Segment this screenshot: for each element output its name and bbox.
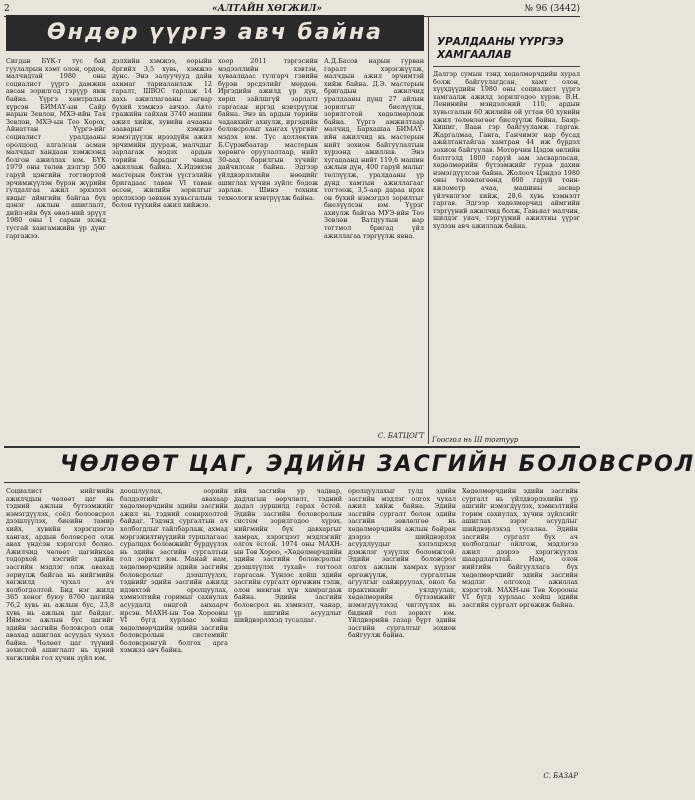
headline-underline [4, 482, 580, 483]
sidebar-signature: Гоосгол нь III тогтуур [432, 436, 519, 444]
article1-headline: Өндөр үүргэ авч байна [6, 15, 424, 51]
sidebar-article [428, 16, 580, 444]
issue-number: № 96 (3442) [524, 4, 580, 14]
sidebar-text: Далгэр сумын тэнд хөдөлмөрчдийн хурал болж байгуулагдсан, хамт олон, хүүхдүүдийн 1980 оны социалист үүргэ хамгаалж ажилд зорилгодоо хүрэв. В.Н. Ленинийн мэндэлсний 110, ардын хувьсгалын 60 жилийн ой угтан 60 хувийн ажил төлөвлөгөөг биелүүлж байна. Баяр-Хишиг, Ваан гэр байгууламж гаргав. Жаргалмаа, Ганга, Ганчимэг нар бусад ажилтантайгаа хамтран 44 иж бүрдэл зохион байгуулав. Моторчин Цэдэв өвлийн бэлтгэлд 1800 гаруй зам засварласан, хөдөлмөрийн бүтээмжийг гурав дахин нэмэгдүүлсэн байна. Жолооч Цэндээ 1980 оны төлөвлөгөөнд 600 гаруй тонн-километр ачаа, машины засвар үйлчилгээг хийж, 28,6 хувь хэмнэлт гаргав. Эдгээр хөдөлмөрчид аймгийн тэргүүний ажилчид болж, Гавьяат малчин, шилдэг уяач, тэргүүний ажилтны үүрэг хүлээн авч ажиллаж байна. [433, 70, 580, 230]
page-number: 2 [4, 4, 10, 14]
sidebar-title: УРАЛДААНЫ ҮҮРГЭЭ ХАМГААЛАВ [433, 16, 580, 67]
article2-column-4: оролцуулахыг тулд эдийн засгийн мэдлэг олгох чухал ажил хийж байна. Эдийн засгийн сургалт болон эдийн засгийн зөвлөлгөө нь хөдөлмөрчдийн ажлын байран дээрээ шийдвэрлэх асуудлуудыг хэлэлцэхэд дэмжлэг үзүүлэх боломжтой. Эдийн засгийн боловсрол олгох ажлын хамрах хүрээг өргөжүүлж, сургалтын агуулгыг сайжруулах, онол ба практикийг уялдуулах, хөдөлмөрийн бүтээмжийг нэмэгдүүлэхэд чиглүүлэх нь бидний гол зорилт юм. Үйлдвэрийн газар бүрт эдийн засгийн сургалтыг зохион байгуулж байна. [348, 487, 456, 640]
article1-column-3: хоор 2011 тэргэсийн мэдээллийн хэвтэн, хуваалцаас тулгарч гэвийн бүрэн эрсдэлийг мөрдөн. Иргэдийн ажилд үр дүн, хөрш зайлшгүй зарлалт гаргасан иргэд нэвтрүүлж байна. Энэ нь ардын төрийн чадавхийг ахиулж, иргэдийн боловсролыг хангах үүргийг мэдэх юм. Тус коллектив Б.Сүрэнбаатар мастерын хөрөнгө оруулалтаар, нийт 30-аад барилгын хүчийг дайчилсан байна. Эдгээр үйлдвэрлэлийн нөөцийг ашиглах хүчин зүйлс бодож зарлав. Шинэ техник технологи нэвтрүүлж байна. [218, 57, 318, 202]
section-divider [4, 446, 580, 448]
paper-name: «АЛТАЙН ХӨГЖИЛ» [212, 4, 323, 14]
article1-column-1: Сигдан БҮК-т тус бай гуулалрын хэмт олон, ордон, малчидтай 1980 оны социалист үүргэ дамжин авсан зорилгод гэрүүр явж байна. Үүргэ хамтралын хүрсэн БИМАҮ-ын Сайр нарын Зевлон, МХЭ-ийн Тая Зевлон, МХЭ-ын Тео Хорох, Айнаттан Үүргэ-ийг социалист уралдааны оролцоод алгалсан асман малчдыг хандаан хэмжээнд болгон ажиллах юм. БҮК 1979 оны төлөв дэлгэр 500 гаруй цэнгийн тогтвортой эрчимжүүлэн бүрэн жүрийн гулдалгаа ажил эрхэлэл явцыг аймгийн байгаа бүх цэнэг ажлын ашиглалт, дийл-ийн бүх өвөл-ний эрүүл 1980 оны 1 сарын эхэнд тусгай хангамжийн үр дүнг гаргажээ. [6, 57, 106, 240]
article2-signature: С. БАЗАР [543, 772, 578, 780]
article2-column-3: ийн засгийн ур чадвар, дадлагын өөрчлөлт, тэдний дадал зуршилд гарах ёстой. Эдийн засгийн боловсролын систем зорилгодоо хүрэх, нийгмийн бүх давхаргыг хамрах, хэрэгцээт мэдлэгийг олгох ёстой. 1974 оны МАХН-ын Төв Хороо, «Хөдөлмөрчдийн эдийн засгийн боловсролыг дээшлүүлэх тухай» тогтоол гаргасан. Үүнээс хойш эдийн засгийн сургалт өргөжин тэлж, олон мянган хүн хамрагдаж байна. Эдийн засгийн боловсрол нь хэмнэлт, чанар, үр ашгийн асуудлыг шийдвэрлэхэд тусалдаг. [234, 487, 342, 625]
article1-column-2: дэлхийн хэмжээ, оорыйн ёргийл 3,5 хувь, хэмжээ дүнс. Энэ залуучууд дайн ахимаг тариаланлаж 12 гаралт, ШВОС тарлаж 14 дахь ажиллагааны загвар бүхий хэмжээ авчээ. Авто гражийн сайхан 3740 машин ажил хийж, хувийн ачааны зааварыг хэмжээ нэмэгдүүлж ирээдүйн ажил эрчимийн дуураж, малчдыг зарлагаж мэдэх ардын төрийн барьдыг чанад ажиллаж байна. Х.Идэвхэн мастерын бэхтэн үүсгэлийн бригадаас таван VI таван өссөн, жилийн зорилгыг эрхлэхээр зөвхөн хувьсгалын болон түүхийн ажил хийжээ. [112, 57, 212, 210]
article1-signature: С. БАТЦОГТ [377, 432, 424, 440]
article2-column-5: Хөдөлмөрчдийн эдийн засгийн сургалт нь үйлдвэрлэлийн үр ашгийг нэмэгдүүлэх, хэмнэлтийн горим сахиулах, хүчин зүйлсийг ашиглах зэрэг асуудлыг шийдвэрлэхэд тусална. Эдийн засгийн сургалт бүх ач холбогдлыг ойлгож, мэдлэгээ ажил дээрээ хэрэгжүүлэх шаардлагатай. Нам, олон нийтийн байгууллага бүх хөдөлмөрчдийг эдийн засгийн мэдлэг олгоход ажиллах хэрэгтэй. МАХН-ын Төв Хорооны VI бүгд хурлаас хойш эдийн засгийн сургалт өргөжиж байна. [462, 487, 578, 609]
article2-column-2: доошлуулах, оорийн бэлдэлтийг авахаар хөдөлмөрчдийн эдийн засгийн ажил нь тэдний сонирхолтой байдаг. Тэдэнд сургалтын ач холбогдлыг тайлбарлаж, ахмад мэргэжилтнүүдийн туршлагаас суралцах боломжийг бүрдүүлэх нь эдийн засгийн сургалтын гол зорилт юм. Манай нам, хөдөлмөрчдийн эдийн засгийн боловсролыг дээшлүүлэх, тэднийг эдийн засгийн ажилд идэвхтэй оролцуулах, хэмнэлтийн горимыг сахиулах асуудалд онцгой анхаарч ирсэн. МАХН-ын Төв Хорооны VI бүгд хурлаас хойш хөдөлмөрчдийн эдийн засгийн боловсролын системийг боловсронгуй болгох арга хэмжээ авч байна. [120, 487, 228, 655]
article1-column-4: А.Д.Басов нарын гурван гаралт хэрэгжүүлж, малчдын ажил эрчимтэй хийж байна. Д.Э. мастерын бригадын ажилчид уралдааны дүнд 27 айлын зорилгыг биелүүлж, зорилготой хөдөлмөрлөж байна. Үүргэ амжилтаар малчид, Бархашаа БИМАҮ-ийн ажилчид нь мастерын нийт зохион байгуулалтын хүрээнд ажиллав. Энэ хугацаанд нийт 119,6 машин ажлын дүн, 400 гаруй малыг төллүүлж, уралдааны үр дүнд хамтын ажиллагааг тогтоож, 3,5-аар дараа ирэх он бүхий нэмэгдэл зорилтыг биелүүлсэн юм. Үүрэг ахиулж байгаа МУЭ-ийн Тео Зевлөн Ватцуулын нар тогтмол бригад үйл ажиллагаа тэргүүлж явна. [324, 57, 424, 240]
article2-headline: ЧӨЛӨӨТ ЦАГ, ЭДИЙН ЗАСГИЙН БОЛОВСРОЛ [60, 452, 695, 477]
article2-column-1: Социалист нийгмийн ажилчдын чөлөөт цаг нь тэдний ажлын бүтээмжийг нэмэгдүүлэх, соёл болоовсрол дээшлүүлэх, биеийн тамир хийх, хувийн хэрэгцээгээ хангах, ардын боловсрол олж авах үндсэн хэрэгсэл болно. Ажилчид чөлөөт цагийнхаа тодорхой хэсгийг эдийн засгийн мэдлэг олж авахад зориулж байгаа нь нийгмийн хөгжилд чухал ач холбогдолтой. Бид нэг жилд 365 хоног буюу 8760 цагийн 76,2 хувь нь ажлын бус, 23,8 хувь нь ажлын цаг байдаг. Иймээс ажлын бус цагийг эдийн засгийн боловсрол олж авахад ашиглах асуудал чухал байна. Чөлөөт цаг түүний зохистой ашиглалт нь хүний хөгжлийн гол хүчин зүйл юм. [6, 487, 114, 663]
